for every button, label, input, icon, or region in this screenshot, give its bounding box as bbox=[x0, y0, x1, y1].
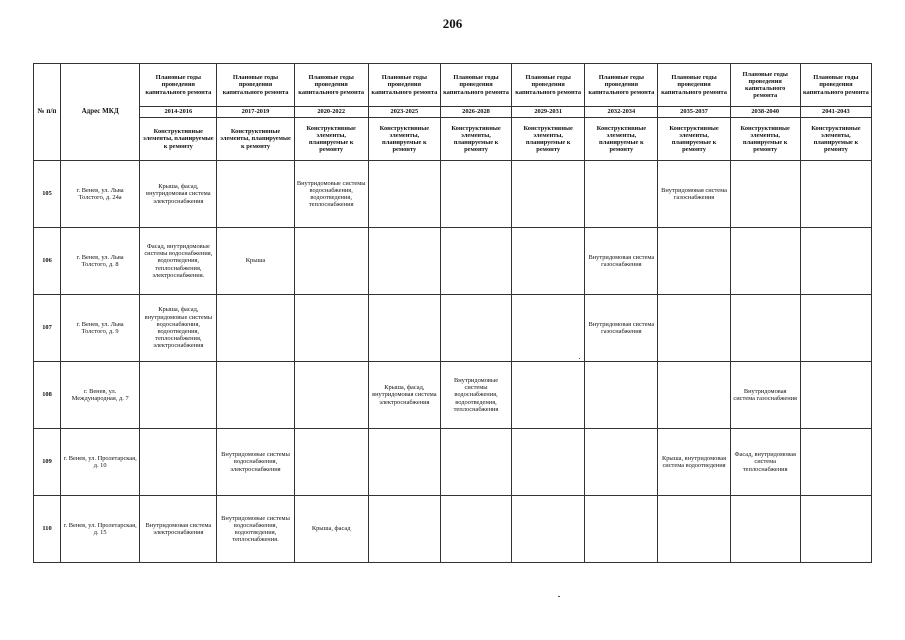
repair-elements-cell: Крыша bbox=[217, 228, 294, 295]
table-header bbox=[34, 64, 872, 161]
repair-elements-cell bbox=[512, 496, 585, 563]
repair-elements-cell bbox=[800, 161, 871, 228]
row-address: г. Венев, ул. Пролетарская, д. 15 bbox=[61, 496, 140, 563]
repair-elements-cell: Крыша, фасад, внутридомовые системы водоснабжения, водоотведения, теплоснабжения, электроснабжения bbox=[140, 295, 217, 362]
repair-elements-cell bbox=[512, 362, 585, 429]
repair-elements-cell bbox=[294, 228, 368, 295]
header-period-title: Плановые годы проведения капитального ремонта bbox=[512, 64, 585, 107]
repair-elements-cell bbox=[658, 496, 730, 563]
header-period-years: 2026-2028 bbox=[440, 107, 511, 118]
table-row bbox=[34, 228, 872, 295]
header-period-elements: Конструктивные элементы, планируемые к ремонту bbox=[800, 118, 871, 161]
header-period-elements: Конструктивные элементы, планируемые к ремонту bbox=[512, 118, 585, 161]
repair-elements-cell: Крыша, внутридомовая система водоотведения bbox=[658, 429, 730, 496]
header-period-years: 2035-2037 bbox=[658, 107, 730, 118]
page-number: 206 bbox=[442, 16, 463, 31]
repair-elements-cell bbox=[368, 496, 440, 563]
row-address: г. Венев, ул. Пролетарская, д. 10 bbox=[61, 429, 140, 496]
repair-elements-cell bbox=[585, 161, 658, 228]
repair-elements-cell: Крыша, фасад bbox=[294, 496, 368, 563]
header-period-title: Плановые годы проведения капитального ремонта bbox=[800, 64, 871, 107]
repair-elements-cell bbox=[800, 429, 871, 496]
table-body bbox=[34, 161, 872, 563]
repair-elements-cell bbox=[730, 228, 800, 295]
repair-elements-cell bbox=[440, 429, 511, 496]
header-period-elements: Конструктивные элементы, планируемые к ремонту bbox=[217, 118, 294, 161]
header-period-elements: Конструктивные элементы, планируемые к ремонту bbox=[730, 118, 800, 161]
repair-elements-cell bbox=[368, 228, 440, 295]
header-period-title: Плановые годы проведения капитального ремонта bbox=[440, 64, 511, 107]
header-period-years: 2017-2019 bbox=[217, 107, 294, 118]
repair-elements-cell bbox=[440, 228, 511, 295]
header-num: № п/п bbox=[34, 64, 61, 161]
repair-elements-cell: Внутридомовая система газоснабжения bbox=[730, 362, 800, 429]
repair-elements-cell bbox=[800, 496, 871, 563]
repair-elements-cell bbox=[140, 429, 217, 496]
repair-elements-cell bbox=[730, 161, 800, 228]
repair-elements-cell bbox=[800, 362, 871, 429]
header-period-years: 2023-2025 bbox=[368, 107, 440, 118]
repair-elements-cell bbox=[368, 295, 440, 362]
repair-elements-cell: Внутридомовая система газоснабжения bbox=[658, 161, 730, 228]
scan-speck bbox=[579, 358, 580, 359]
repair-elements-cell bbox=[217, 295, 294, 362]
repair-elements-cell bbox=[440, 496, 511, 563]
header-period-title: Плановые годы проведения капитального ремонта bbox=[140, 64, 217, 107]
row-address: г. Венев, ул. Льва Толстого, д. 9 bbox=[61, 295, 140, 362]
header-period-title: Плановые годы проведения капитального ремонта bbox=[585, 64, 658, 107]
row-address: г. Венев, ул. Международная, д. 7 bbox=[61, 362, 140, 429]
repair-elements-cell bbox=[440, 161, 511, 228]
repair-elements-cell bbox=[800, 295, 871, 362]
repair-elements-cell bbox=[658, 295, 730, 362]
repair-elements-cell bbox=[800, 228, 871, 295]
header-address: Адрес МКД bbox=[61, 64, 140, 161]
repair-elements-cell bbox=[730, 496, 800, 563]
capital-repair-plan-table bbox=[33, 63, 872, 563]
repair-elements-cell: Внутридомовая система газоснабжения bbox=[585, 228, 658, 295]
repair-elements-cell bbox=[140, 362, 217, 429]
repair-elements-cell: Внутридомовые системы водоснабжения, электроснабжения bbox=[217, 429, 294, 496]
repair-elements-cell bbox=[512, 161, 585, 228]
repair-elements-cell: Фасад, внутридомовая система теплоснабжения bbox=[730, 429, 800, 496]
row-number: 105 bbox=[34, 161, 61, 228]
header-period-title: Плановые годы проведения капитального ремонта bbox=[730, 64, 800, 107]
repair-elements-cell bbox=[368, 161, 440, 228]
repair-elements-cell: Внутридомовые системы водоснабжения, водоотведения, теплоснабжения. bbox=[217, 496, 294, 563]
header-period-elements: Конструктивные элементы, планируемые к ремонту bbox=[440, 118, 511, 161]
row-number: 107 bbox=[34, 295, 61, 362]
table-row bbox=[34, 161, 872, 228]
table-row bbox=[34, 429, 872, 496]
repair-elements-cell bbox=[585, 496, 658, 563]
repair-elements-cell: Фасад, внутридомовые системы водоснабжения, водоотведения, теплоснабжения, электроснабжения. bbox=[140, 228, 217, 295]
header-period-title: Плановые годы проведения капитального ремонта bbox=[368, 64, 440, 107]
repair-elements-cell bbox=[294, 362, 368, 429]
repair-elements-cell bbox=[512, 228, 585, 295]
scan-speck bbox=[558, 596, 560, 597]
header-period-elements: Конструктивные элементы, планируемые к ремонту bbox=[294, 118, 368, 161]
repair-elements-cell bbox=[585, 429, 658, 496]
header-period-years: 2032-2034 bbox=[585, 107, 658, 118]
row-number: 106 bbox=[34, 228, 61, 295]
header-period-years: 2029-2031 bbox=[512, 107, 585, 118]
header-period-elements: Конструктивные элементы, планируемые к ремонту bbox=[658, 118, 730, 161]
repair-elements-cell bbox=[440, 295, 511, 362]
header-period-elements: Конструктивные элементы, планируемые к ремонту bbox=[585, 118, 658, 161]
repair-elements-cell: Внутридомовые системы водоснабжения, водоотведения, теплоснабжения bbox=[440, 362, 511, 429]
repair-elements-cell bbox=[585, 362, 658, 429]
header-period-elements: Конструктивные элементы, планируемые к ремонту bbox=[140, 118, 217, 161]
header-period-years: 2038-2040 bbox=[730, 107, 800, 118]
row-address: г. Венев, ул. Льва Толстого, д. 8 bbox=[61, 228, 140, 295]
repair-elements-cell bbox=[512, 429, 585, 496]
repair-elements-cell bbox=[294, 295, 368, 362]
header-period-elements: Конструктивные элементы, планируемые к ремонту bbox=[368, 118, 440, 161]
repair-elements-cell: Внутридомовая система электроснабжения bbox=[140, 496, 217, 563]
row-number: 109 bbox=[34, 429, 61, 496]
repair-elements-cell bbox=[658, 228, 730, 295]
table-row bbox=[34, 496, 872, 563]
repair-elements-cell: Внутридомовая система газоснабжения bbox=[585, 295, 658, 362]
repair-elements-cell bbox=[368, 429, 440, 496]
repair-elements-cell bbox=[730, 295, 800, 362]
repair-elements-cell bbox=[658, 362, 730, 429]
repair-elements-cell bbox=[217, 362, 294, 429]
table-row bbox=[34, 295, 872, 362]
header-period-years: 2041-2043 bbox=[800, 107, 871, 118]
repair-elements-cell: Крыша, фасад, внутридомовая система электроснабжения bbox=[140, 161, 217, 228]
row-number: 110 bbox=[34, 496, 61, 563]
repair-elements-cell bbox=[512, 295, 585, 362]
repair-elements-cell bbox=[294, 429, 368, 496]
header-period-title: Плановые годы проведения капитального ремонта bbox=[294, 64, 368, 107]
header-period-title: Плановые годы проведения капитального ремонта bbox=[658, 64, 730, 107]
header-period-years: 2014-2016 bbox=[140, 107, 217, 118]
repair-elements-cell: Внутридомовые системы водоснабжения, водоотведения, теплоснабжения bbox=[294, 161, 368, 228]
header-period-title: Плановые годы проведения капитального ремонта bbox=[217, 64, 294, 107]
row-address: г. Венев, ул. Льва Толстого, д. 24а bbox=[61, 161, 140, 228]
repair-elements-cell bbox=[217, 161, 294, 228]
table-row bbox=[34, 362, 872, 429]
row-number: 108 bbox=[34, 362, 61, 429]
header-period-years: 2020-2022 bbox=[294, 107, 368, 118]
repair-elements-cell: Крыша, фасад, внутридомовая система электроснабжения bbox=[368, 362, 440, 429]
